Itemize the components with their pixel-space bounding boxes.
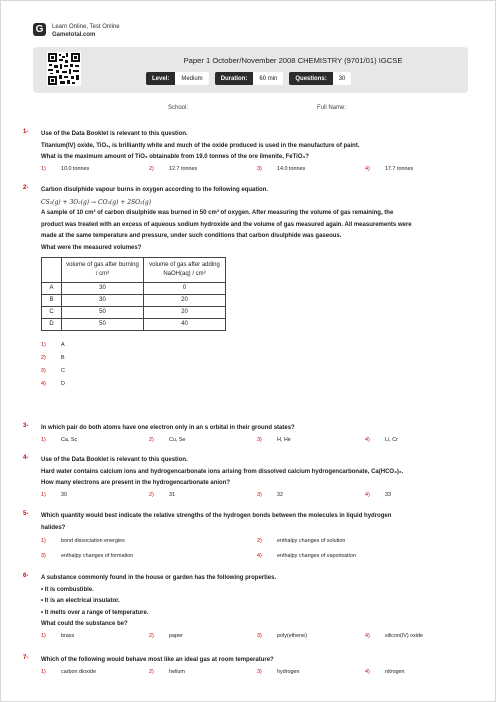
option-2[interactable]: 2) helium — [149, 668, 185, 675]
options-row — [41, 631, 473, 643]
duration-label: Duration: — [215, 72, 254, 85]
question-text: A substance commonly found in the house or garden has the following properties. — [41, 575, 277, 581]
option-1[interactable]: 1) 30 — [41, 491, 67, 498]
questions-pill — [289, 72, 351, 85]
option-1[interactable]: 1) A — [41, 342, 65, 348]
question-text: What is the maximum amount of TiO₂ obtainable from 19.0 tonnes of the ore ilmenite, FeTiO₃? — [41, 154, 309, 160]
level-pill — [146, 72, 209, 85]
question-text: Which of the following would behave most like an ideal gas at room temperature? — [41, 657, 274, 663]
table-row: C 50 20 — [42, 307, 226, 319]
options-row — [41, 435, 473, 447]
option-3[interactable]: 3) H, He — [257, 436, 291, 443]
question-text: What could the substance be? — [41, 621, 128, 627]
option-3[interactable]: 3) 14.0 tonnes — [257, 165, 306, 172]
question-number: 4- — [23, 455, 29, 461]
data-table — [41, 257, 226, 331]
question-text: In which pair do both atoms have one electron only in an s orbital in their ground states? — [41, 425, 295, 431]
option-2[interactable]: 2) 31 — [149, 491, 175, 498]
paper-header — [33, 47, 468, 93]
option-4[interactable]: 4) 33 — [365, 491, 391, 498]
question-text: made at the same temperature and pressure, under such conditions that carbon disulphide was gaseous. — [41, 233, 342, 239]
question-text: A sample of 10 cm³ of carbon disulphide was burned in 50 cm³ of oxygen. After measuring the volume of gas remaining, the — [41, 210, 394, 216]
option-1[interactable]: 1) brass — [41, 632, 75, 639]
option-2[interactable]: 2) B — [41, 355, 65, 361]
option-4[interactable]: 4) enthalpy changes of vaporisation — [257, 553, 356, 559]
question-text: What were the measured volumes? — [41, 244, 142, 251]
question-number: 2- — [23, 185, 29, 191]
question-text: Use of the Data Booklet is relevant to this question. — [41, 131, 188, 137]
question-number: 5- — [23, 511, 29, 517]
paper-title: Paper 1 October/November 2008 CHEMISTRY (9701/01) IGCSE — [183, 56, 403, 65]
options-row — [41, 551, 473, 565]
duration-pill — [215, 72, 284, 85]
school-label: School: — [168, 105, 189, 111]
options-row — [41, 164, 473, 176]
options-row — [41, 534, 473, 551]
fullname-label: Full Name: — [317, 105, 347, 111]
column-header: volume of gas after adding NaOH(aq) / cm³ — [144, 258, 226, 283]
level-label: Level: — [146, 72, 175, 85]
question-number: 7- — [23, 655, 29, 661]
question-text: Titanium(IV) oxide, TiO₂, is brilliantly white and much of the oxide produced is used in the manufacture of paint. — [41, 142, 360, 149]
question-text: Hard water contains calcium ions and hydrogencarbonate ions arising from dissolved calcium hydrogencarbonate, Ca(HCO₃)₂. — [41, 468, 404, 475]
chemical-equation: CS₂(g) + 3O₂(g) → CO₂(g) + 2SO₂(g) — [41, 198, 152, 206]
question-number: 1- — [23, 129, 29, 135]
questions-value: 30 — [333, 72, 352, 85]
option-4[interactable]: 4) 17.7 tonnes — [365, 165, 414, 172]
option-3[interactable]: 3) C — [41, 368, 65, 374]
option-3[interactable]: 3) hydrogen — [257, 668, 300, 675]
question-text: How many electrons are present in the hydrogencarbonate anion? — [41, 480, 231, 486]
options-row — [41, 490, 473, 502]
qr-code-icon — [47, 52, 81, 86]
question-number: 3- — [23, 423, 29, 429]
option-1[interactable]: 1) Ca, Sc — [41, 436, 78, 443]
option-4[interactable]: 4) silicon(IV) oxide — [365, 632, 424, 639]
property-item: • It is combustible. — [41, 586, 94, 593]
option-3[interactable]: 3) 32 — [257, 491, 283, 498]
question-text: product was treated with an excess of aqueous sodium hydroxide and the volume of gas measured again. All measurements were — [41, 221, 412, 228]
option-4[interactable]: 4) Li, Cr — [365, 436, 398, 443]
option-4[interactable]: 4) D — [41, 381, 65, 387]
option-1[interactable]: 1) 10.0 tonnes — [41, 165, 90, 172]
option-1[interactable]: 1) bond dissociation energies — [41, 538, 125, 544]
option-4[interactable]: 4) nitrogen — [365, 668, 405, 675]
brand-logo-icon: G — [33, 23, 46, 36]
option-2[interactable]: 2) Cu, Se — [149, 436, 186, 443]
brand-site: Gametotal.com — [52, 32, 96, 38]
brand-tagline: Learn Online, Test Online — [52, 24, 120, 30]
property-item: • It melts over a range of temperature. — [41, 609, 149, 616]
question-text: halides? — [41, 524, 66, 531]
question-text: Use of the Data Booklet is relevant to this question. — [41, 457, 188, 463]
level-value: Medium — [175, 72, 208, 85]
questions-label: Questions: — [289, 72, 332, 85]
option-2[interactable]: 2) 12.7 tonnes — [149, 165, 198, 172]
duration-value: 60 min — [253, 72, 283, 85]
table-row: A 30 0 — [42, 283, 226, 295]
question-text: Carbon disulphide vapour burns in oxygen according to the following equation. — [41, 187, 269, 193]
brand[interactable] — [33, 23, 120, 39]
question-text: Which quantity would best indicate the relative strengths of the hydrogen bonds between the molecules in liquid hydrogen — [41, 513, 392, 519]
table-row: B 30 20 — [42, 295, 226, 307]
column-header: volume of gas after burning / cm³ — [62, 258, 144, 283]
table-row: D 50 40 — [42, 319, 226, 331]
question-number: 6- — [23, 573, 29, 579]
property-item: • It is an electrical insulator. — [41, 598, 120, 604]
option-2[interactable]: 2) paper — [149, 632, 183, 639]
option-1[interactable]: 1) carbon dioxide — [41, 668, 97, 675]
option-3[interactable]: 3) enthalpy changes of formation — [41, 553, 134, 559]
options-row — [41, 667, 473, 679]
option-2[interactable]: 2) enthalpy changes of solution — [257, 538, 346, 544]
option-3[interactable]: 3) poly(ethene) — [257, 632, 307, 639]
